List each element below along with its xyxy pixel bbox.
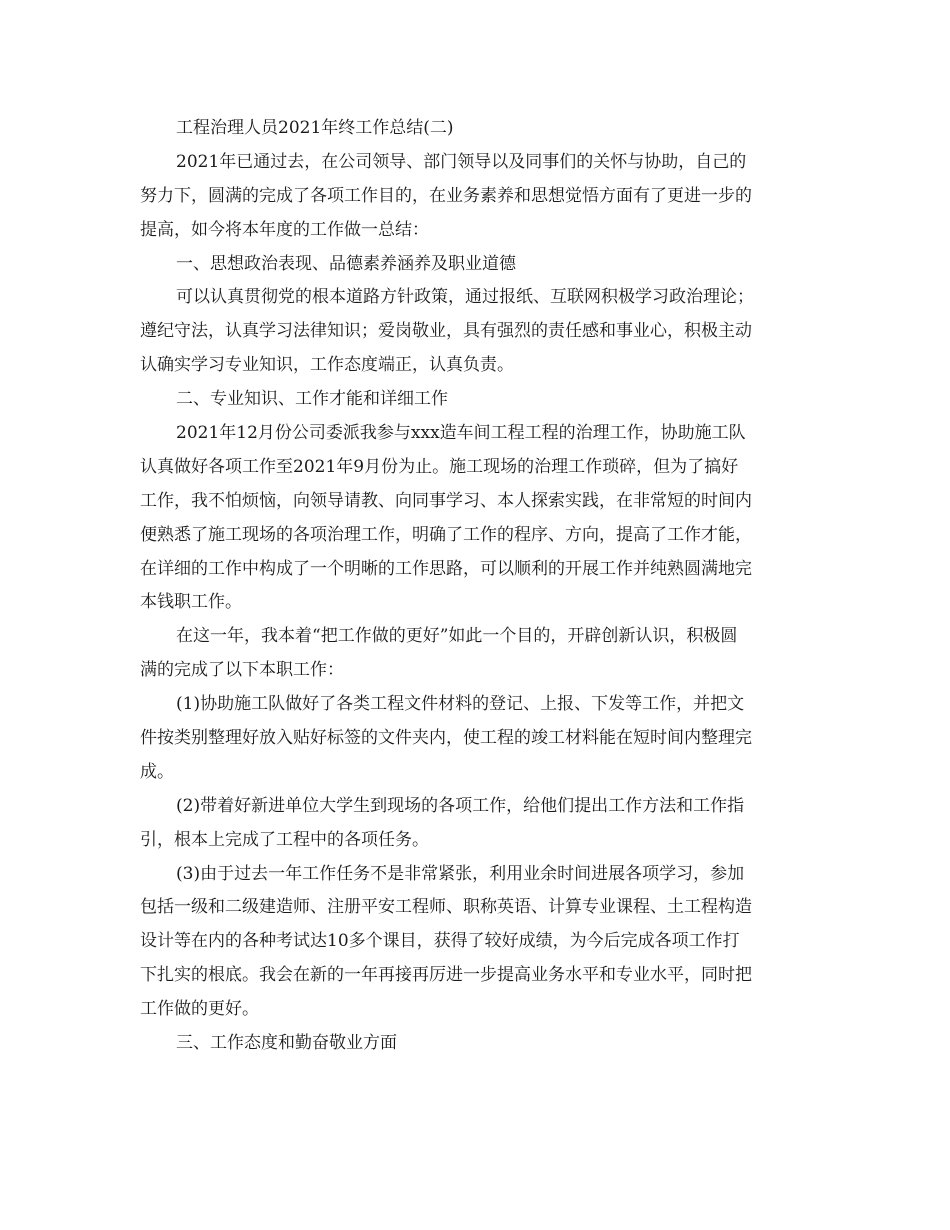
paragraph-line: 件按类别整理好放入贴好标签的文件夹内，使工程的竣工材料能在短时间内整理完 [140,728,752,749]
paragraph-line: 本钱职工作。 [140,592,242,613]
paragraph-line: 在详细的工作中构成了一个明晰的工作思路，可以顺利的开展工作并纯熟圆满地完 [140,558,752,579]
paragraph-line: 可以认真贯彻党的根本道路方针政策，通过报纸、互联网积极学习政治理论； [176,287,754,308]
paragraph-line: 在这一年，我本着“把工作做的更好”如此一个目的，开辟创新认识，积极圆 [176,626,738,647]
paragraph-line: 设计等在内的各种考试达10多个课目，获得了较好成绩，为今后完成各项工作打 [140,931,740,952]
section-heading: 二、专业知识、工作才能和详细工作 [176,389,448,410]
paragraph-line: 认真做好各项工作至2021年9月份为止。施工现场的治理工作琐碎，但为了搞好 [140,456,739,477]
paragraph-line: 包括一级和二级建造师、注册平安工程师、职称英语、计算专业课程、土工程构造 [140,897,752,918]
paragraph-line: 工作做的更好。 [140,999,259,1020]
paragraph-line: 引，根本上完成了工程中的各项任务。 [140,829,429,850]
paragraph-line: 2021年12月份公司委派我参与xxx造车间工程工程的治理工作，协助施工队 [176,423,746,444]
paragraph-line: 努力下，圆满的完成了各项工作目的，在业务素养和思想觉悟方面有了更进一步的 [140,185,752,206]
list-item: (2)带着好新进单位大学生到现场的各项工作，给他们提出工作方法和工作指 [176,795,745,816]
document-body [140,112,812,1061]
paragraph-line: 满的完成了以下本职工作： [140,660,344,681]
paragraph-line: 2021年已通过去，在公司领导、部门领导以及同事们的关怀与协助，自己的 [176,151,747,172]
paragraph-line: 工作，我不怕烦恼，向领导请教、向同事学习、本人探索实践，在非常短的时间内 [140,490,752,511]
section-heading: 三、工作态度和勤奋敬业方面 [176,1033,397,1054]
paragraph-line: 下扎实的根底。我会在新的一年再接再厉进一步提高业务水平和专业水平，同时把 [140,965,752,986]
document-title: 工程治理人员2021年终工作总结(二) [176,118,454,138]
paragraph-line: 提高，如今将本年度的工作做一总结： [140,219,429,240]
list-item: (3)由于过去一年工作任务不是非常紧张，利用业余时间进展各项学习，参加 [176,863,745,884]
paragraph-line: 遵纪守法，认真学习法律知识；爱岗敬业，具有强烈的责任感和事业心，积极主动 [140,321,752,342]
paragraph-line: 便熟悉了施工现场的各项治理工作，明确了工作的程序、方向，提高了工作才能， [140,524,752,545]
paragraph-line: 认确实学习专业知识，工作态度端正，认真负责。 [140,355,514,376]
paragraph-line: 成。 [140,761,174,782]
section-heading: 一、思想政治表现、品德素养涵养及职业道德 [176,253,516,274]
list-item: (1)协助施工队做好了各类工程文件材料的登记、上报、下发等工作，并把文 [176,694,745,715]
